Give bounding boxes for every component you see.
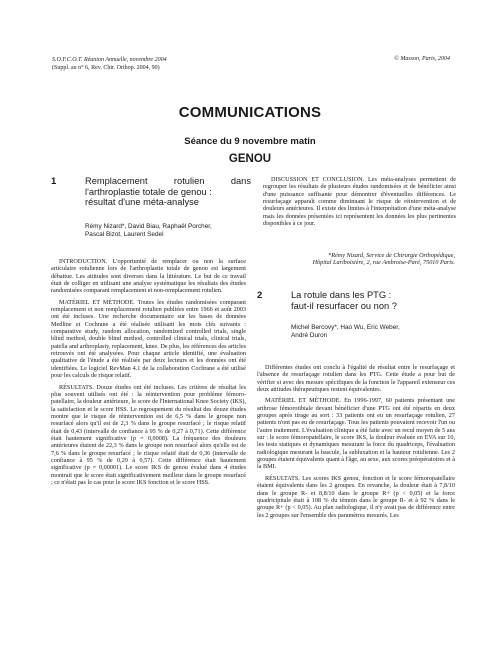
article-1-number: 1 xyxy=(51,176,57,187)
article-1-signature xyxy=(263,252,455,267)
article-2-body xyxy=(257,364,455,612)
article-1-title xyxy=(85,176,251,208)
topic-heading: GENOU xyxy=(228,153,272,165)
article-1-title-line: résultat d'une méta-analyse xyxy=(85,197,199,207)
article-1-heading xyxy=(51,176,251,256)
copyright-notice: © Masson, Paris, 2004 xyxy=(394,56,450,62)
article-2-heading xyxy=(257,290,457,350)
article-1-authors-line2: Pascal Bizot, Laurent Sedel xyxy=(85,231,164,238)
article-1-authors xyxy=(85,223,212,239)
article-2-methods: MATÉRIEL ET MÉTHODE. En 1996-1997, 60 patients présentant une arthrose fémorotibiale devant bénéficier d'une PTG ont été répartis en deux groupes après tirage au sort : 33 patients ont eu un resurfaçage rotulien, 27 patients n'ont pas eu de resurfaçage. Tous les patients pouvaient recevoir l'un ou l'autre traitement. L'évaluation clinique a été faite avec un recul moyen de 5 ans sur : le score fémoropatellaire, le score IKS, la douleur évaluée en EVA sur 10, les tests statiques et dynamiques mesurant la force du quadriceps, l'évaluation radiologique mesurant la bascule, la subluxation et la hauteur rotulienne. Les 2 groupes étaient équivalents quant à l'âge, au sexe, aux scores préopératoires et à la BMI. xyxy=(257,397,455,471)
journal-header-line1: S.O.F.C.O.T. Réunion Annuelle, novembre 2004 xyxy=(52,57,167,63)
section-title: COMMUNICATIONS xyxy=(178,104,322,121)
article-1-authors-line1: Rémy Nizard*, David Biau, Raphaël Porcher, xyxy=(85,223,212,230)
article-2-title-line: faut-il resurfacer ou non ? xyxy=(291,300,397,311)
article-1-introduction: INTRODUCTION. L'opportunité de remplacer ou non la surface articulaire rotulienne lors de l'arthroplastie totale de genou est largement débattue. Les attitudes sont diverses dans la littérature. Le but de ce travail était de colliger en utilisant une analyse systématique les résultats des études randomisées comparant remplacement et non-remplacement rotulien. xyxy=(51,258,246,295)
article-1-title-line: Remplacement rotulien dans xyxy=(85,176,251,186)
article-1-signature-line1: *Rémy Nizard, Service de Chirurgie Orthopédique, xyxy=(328,252,455,259)
article-1-discussion-column xyxy=(263,176,456,252)
article-2-authors-line1: Michel Bercovy*, Hao Wu, Eric Weber, xyxy=(291,324,400,331)
article-1-signature-line2: Hôpital Lariboisière, 2, rue Ambroise-Paré, 75010 Paris. xyxy=(312,259,455,267)
article-2-authors-line2: André Duron xyxy=(291,332,328,339)
session-subtitle: Séance du 9 novembre matin xyxy=(184,136,316,147)
article-1-results: RÉSULTATS. Douze études ont été incluses. Les critères de résultat les plus souvent utilisés ont été : la réintervention pour problème fémoro-patellaire, la douleur antérieure, le score de l'International Knee Society (IKS), la satisfaction et le score HSS. Le regroupement du résultat des douze études montre que le risque de réintervention est de 6,5 % dans le groupe non resurfacé alors qu'il est de 2,3 % dans le groupe resurfacé ; le risque relatif était de 0,43 (intervalle de confiance à 95 % de 0,27 à 0,71). Cette différence était hautement significative (p = 0,0008). La fréquence des douleurs antérieures étaient de 22,3 % dans le groupe non resurfacé alors qu'elle est de 7,6 % dans le groupe resurfacé ; le risque relatif était de 0,36 (intervalle de confiance à 95 % de 0,29 à 0,57). Cette différence était hautement significative (p = 0,00001). Le score IKS de genou évalué dans 4 études montrait que le score était significativement meilleur dans le groupe resurfacé ; ce n'était pas le cas pour le score IKS fonction et le score HSS. xyxy=(51,383,246,486)
journal-header-line2: (Suppl. au n° 6, Rev. Chir. Orthop. 2004, 90) xyxy=(52,65,160,71)
article-2-authors xyxy=(291,324,400,340)
journal-header xyxy=(52,56,167,72)
article-2-title xyxy=(291,290,397,311)
article-2-introduction: Différentes études ont conclu à l'égalité de résultat entre le resurfaçage et l'absence de resurfaçage rotulien dans les PTG. Cette étude a pour but de vérifier si avec des mesure spécifiques de la fonction le l'appareil extenseur ces deux attitudes thérapeutiques restent équivalentes. xyxy=(257,364,455,394)
article-2-number: 2 xyxy=(257,290,263,301)
article-1-discussion: DISCUSSION ET CONCLUSION. Les méta-analyses permettent de regrouper les résultats de plusieurs études randomisées et de bénéficier ainsi d'une puissance suffisante pour démontrer d'éventuelles différences. Le resurfaçage apparaît comme diminuant le risque de réintervention et de douleurs antérieures. Il existe des limites à l'interprétation d'une méta-analyse mais les données présentées ici représentent les données les plus pertinentes disponibles à ce jour. xyxy=(263,176,456,228)
article-1-body xyxy=(51,258,246,608)
article-2-title-line: La rotule dans les PTG : xyxy=(291,290,392,300)
article-2-results: RÉSULTATS. Les scores IKS genou, fonction et le score fémoropatellaire étaient équivalents dans les 2 groupes. En revanche, la douleur était à 7,8/10 dans le groupe R- et 8,8/10 dans le groupe R+ (p < 0,05) et la force quadricipitale était à 108 % du témoin dans le groupe R- et à 92 % dans le groupe R+ (p < 0,05). Au plan radiologique, il n'y avait pas de différence entre les 2 groupes sur l'ensemble des paramètres mesurés. Les xyxy=(257,474,455,519)
article-1-methods: MATÉRIEL ET MÉTHODE. Toutes les études randomisées comparant remplacement et non remplacement rotulien publiées entre 1966 et août 2003 ont été incluses. Une recherche documentaire sur les bases de données Medline et Cochrane a été réalisée utilisant les mots clés suivants : comparative study, random allocation, randomized controlled trials, single blind method, double blind method, controlled clinical trials, clinical trials, patella and arthroplasty, replacement, knee. De plus, les références des articles retrouvés ont été analysées. Pour chaque article identifié, une évaluation qualitative de l'étude a été réalisée par deux lecteurs et les données ont été identifiées. Le logiciel RevMan 4.1 de la collaboration Cochrane a été utilisé pour les calculs de risque relatif. xyxy=(51,298,246,380)
article-1-title-line: l'arthroplastie totale de genou : xyxy=(85,186,212,197)
